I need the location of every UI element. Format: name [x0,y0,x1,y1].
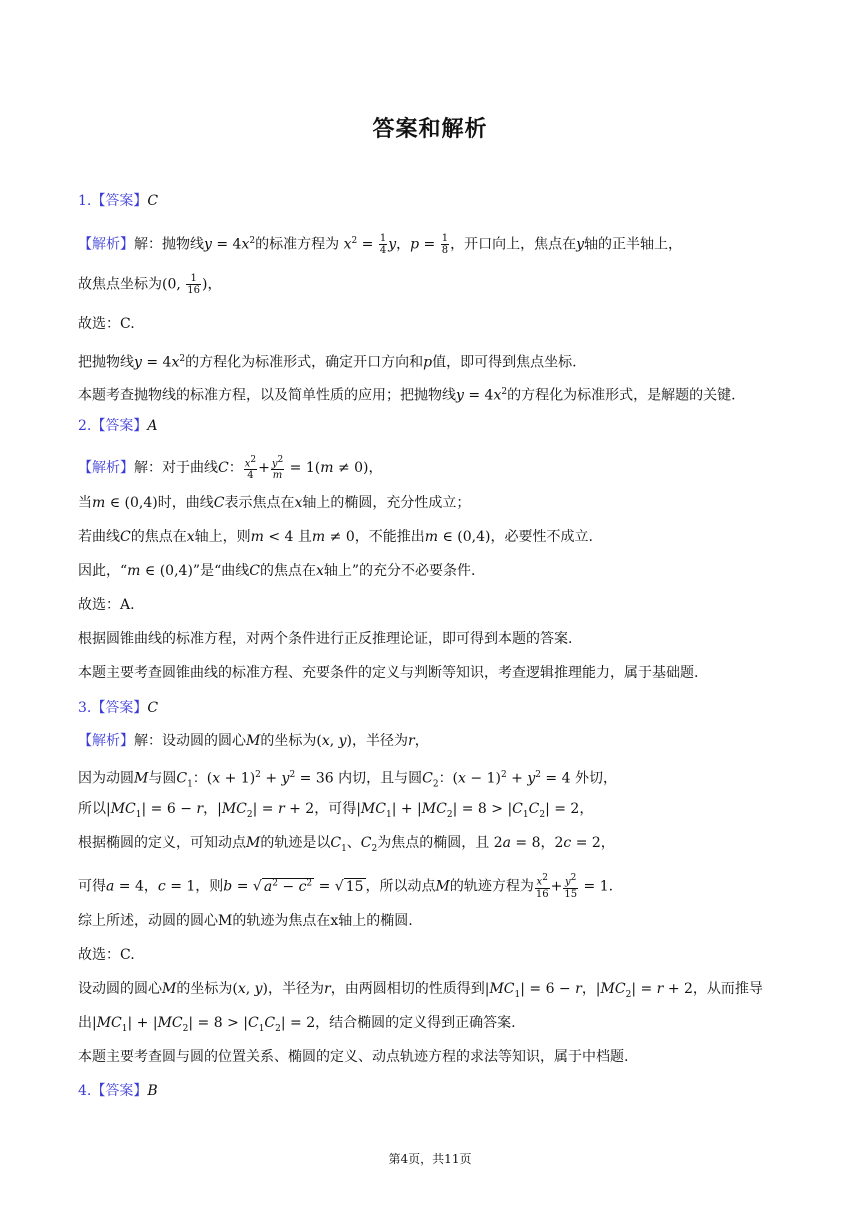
page-title: 答案和解析 [372,117,488,142]
q2-answer: 2.【答案】A [78,418,158,434]
q2-line3: 若曲线C的焦点在x轴上，则m < 4 且m ≠ 0，不能推出m ∈ (0,4)，必要性不成立. [78,529,593,545]
q3-method-2: 出$|MC_1| + |MC_2| = 8 > |C_1C_2| = 2$，结合椭圆的定义得到正确答案. [78,1015,516,1034]
q1-method: 把抛物线$y = 4x^2$的方程化为标准形式，确定开口方向和p值，即可得到焦点坐标. [78,354,577,371]
q2-choose: 故选：A. [78,597,135,613]
q3-line6: 综上所述，动圆的圆心M的轨迹为焦点在x轴上的椭圆. [78,913,413,929]
page-footer: 第4页，共11页 [388,1152,472,1166]
q1-choose: 故选：C. [78,316,135,332]
q2-summary: 本题主要考查圆锥曲线的标准方程、充要条件的定义与判断等知识，考查逻辑推理能力，属于基础题. [78,665,699,681]
q3-analysis: 【解析】解：设动圆的圆心M的坐标为(x, y)，半径为r， [78,733,429,749]
q3-line3: 所以$|MC_1| = 6 - r$，$|MC_2| = r + 2$，可得$|MC_1| + |MC_2| = 8 > |C_1C_2| = 2$， [78,801,594,820]
q1-focus: 故焦点坐标为(0, $\frac{1}{16}$ )， [78,273,222,296]
q2-method: 根据圆锥曲线的标准方程，对两个条件进行正反推理论证，即可得到本题的答案. [78,631,573,647]
q2-line2: 当m ∈ (0,4)时，曲线C表示焦点在x轴上的椭圆，充分性成立； [78,495,471,511]
q2-analysis: 【解析】解：对于曲线C： $\frac{x^2}{4}$ + $\frac{y^2}{m}$ = 1(m ≠ 0)， [78,455,383,482]
q2-line4: 因此，“m ∈ (0,4)”是“曲线C的焦点在x轴上”的充分不必要条件. [78,563,476,579]
q3-line2: 因为动圆M与圆$C_1$：$(x + 1)^2 + y^2 = 36$ 内切，且与圆$C_2$：$(x - 1)^2 + y^2 = 4$ 外切， [78,770,617,790]
q3-line4: 根据椭圆的定义，可知动点M的轨迹是以$C_1$、$C_2$为焦点的椭圆，且 2a = 8，2c = 2， [78,835,615,854]
q3-choose: 故选：C. [78,947,135,963]
q3-summary: 本题主要考查圆与圆的位置关系、椭圆的定义、动点轨迹方程的求法等知识，属于中档题. [78,1049,629,1065]
q4-answer: 4.【答案】B [78,1083,158,1099]
q1-summary: 本题考查抛物线的标准方程，以及简单性质的应用；把抛物线$y = 4x^2$的方程化为标准形式，是解题的关键. [78,387,736,404]
q3-line5: 可得a = 4，c = 1，则b = √ $a^2 - c^2$ = √ 15 ，所以动点M的轨迹方程为 $\frac{x^2}{16}$ + $\frac{y^2}{15}$ = 1. [78,873,614,900]
q3-answer: 3.【答案】C [78,700,159,716]
q1-analysis: 【解析】解：抛物线$y = 4x^2$的标准方程为 $x^2$ = $\frac{1}{4}$ y，p = $\frac{1}{8}$ ，开口向上，焦点在y轴的正半轴上， [78,233,683,257]
q3-method-1: 设动圆的圆心M的坐标为(x, y)，半径为r，由两圆相切的性质得到$|MC_1| = 6 - r$，$|MC_2| = r + 2$，从而推导 [78,981,763,1000]
q1-answer: 1.【答案】C [78,193,159,209]
